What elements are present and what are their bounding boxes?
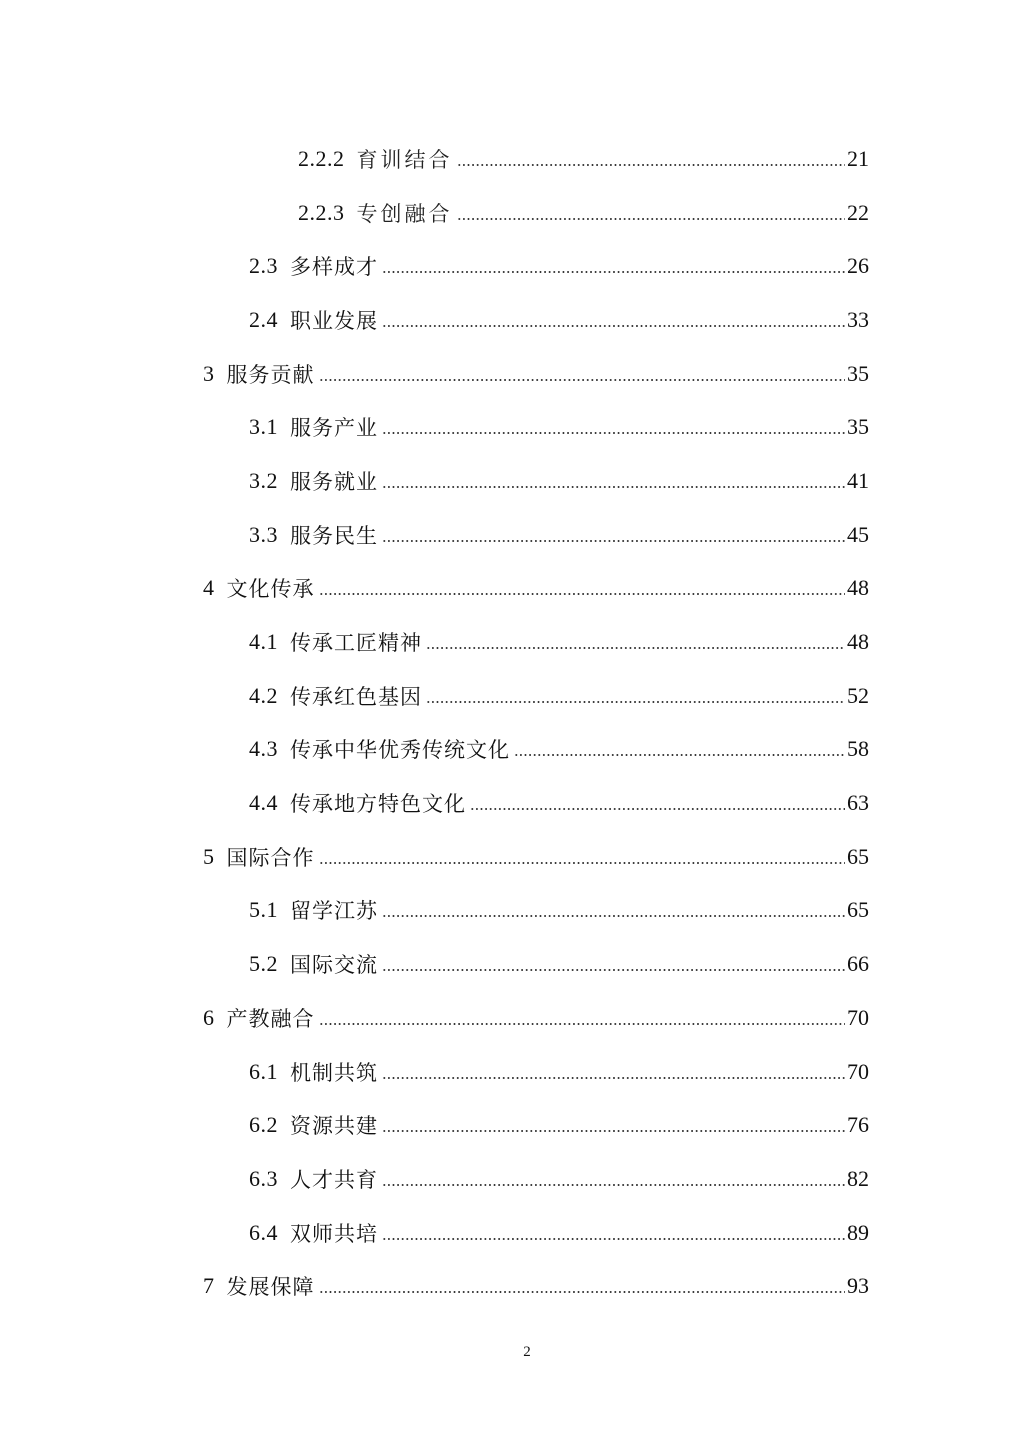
dot-leader: [319, 1291, 846, 1293]
toc-entry-title: 传承中华优秀传统文化: [290, 738, 510, 763]
toc-entry-page: 33: [847, 306, 869, 332]
toc-entry-title: 多样成才: [290, 255, 378, 280]
toc-entry-page: 26: [847, 253, 869, 279]
toc-entry-title: 专创融合: [356, 201, 453, 226]
toc-entry-number: 4.1: [249, 629, 278, 655]
dot-leader: [319, 593, 846, 595]
toc-entry[interactable]: [0, 615, 1024, 669]
toc-entry[interactable]: [0, 1206, 1024, 1260]
toc-entry-number: 7: [203, 1273, 215, 1299]
toc-entry-number: 2.2.2: [298, 145, 345, 171]
dot-leader: [382, 271, 845, 273]
toc-entry-number: 5.2: [249, 951, 278, 977]
toc-entry-page: 35: [847, 414, 869, 440]
toc-entry-title: 服务就业: [290, 469, 378, 494]
toc-entry-number: 3.2: [249, 467, 278, 493]
toc-entry-number: 6.2: [249, 1112, 278, 1138]
toc-entry[interactable]: [0, 400, 1024, 454]
toc-entry-title: 国际交流: [290, 953, 378, 978]
dot-leader: [382, 1077, 845, 1079]
toc-entry[interactable]: [0, 830, 1024, 884]
toc-entry-page: 82: [847, 1165, 869, 1191]
toc-entry[interactable]: [0, 723, 1024, 777]
toc-entry-title: 传承地方特色文化: [290, 792, 466, 817]
toc-entry[interactable]: [0, 186, 1024, 240]
toc-entry-page: 66: [847, 951, 869, 977]
toc-entry-number: 5.1: [249, 897, 278, 923]
toc-entry-number: 4: [203, 575, 215, 601]
toc-entry[interactable]: [0, 132, 1024, 186]
dot-leader: [470, 808, 845, 810]
toc-entry-page: 45: [847, 521, 869, 547]
toc-entry-title: 双师共培: [290, 1221, 378, 1246]
toc-entry[interactable]: [0, 1259, 1024, 1313]
toc-entry-number: 6.4: [249, 1219, 278, 1245]
toc-entry-page: 52: [847, 682, 869, 708]
toc-entry-title: 人才共育: [290, 1167, 378, 1192]
toc-entry-title: 机制共筑: [290, 1060, 378, 1085]
toc-entry-page: 89: [847, 1219, 869, 1245]
toc-entry-title: 服务贡献: [226, 362, 315, 387]
toc-entry-title: 留学江苏: [290, 899, 378, 924]
toc-entry[interactable]: [0, 884, 1024, 938]
toc-entry-number: 5: [203, 843, 215, 869]
dot-leader: [382, 486, 845, 488]
dot-leader: [457, 164, 846, 166]
toc-entry-page: 65: [847, 897, 869, 923]
toc-entry-title: 发展保障: [226, 1275, 315, 1300]
toc-entry[interactable]: [0, 508, 1024, 562]
dot-leader: [319, 1023, 846, 1025]
toc-entry[interactable]: [0, 454, 1024, 508]
toc-entry-page: 93: [847, 1273, 869, 1299]
toc-entry[interactable]: [0, 1098, 1024, 1152]
toc-entry-page: 65: [847, 843, 869, 869]
dot-leader: [382, 1184, 845, 1186]
toc-entry-number: 6.3: [249, 1165, 278, 1191]
dot-leader: [382, 915, 845, 917]
toc-entry[interactable]: [0, 347, 1024, 401]
dot-leader: [426, 647, 845, 649]
toc-entry[interactable]: [0, 239, 1024, 293]
toc-entry-title: 资源共建: [290, 1114, 378, 1139]
toc-entry-page: 48: [847, 575, 869, 601]
toc-entry-number: 3.1: [249, 414, 278, 440]
dot-leader: [382, 969, 845, 971]
toc-entry-number: 4.3: [249, 736, 278, 762]
toc-entry[interactable]: [0, 562, 1024, 616]
toc-entry-page: 76: [847, 1112, 869, 1138]
toc-entry-page: 70: [847, 1058, 869, 1084]
toc-entry-number: 6.1: [249, 1058, 278, 1084]
toc-entry-number: 3.3: [249, 521, 278, 547]
dot-leader: [382, 1130, 845, 1132]
toc-entry-page: 41: [847, 467, 869, 493]
dot-leader: [382, 1238, 845, 1240]
toc-entry[interactable]: [0, 1045, 1024, 1099]
page-number: 2: [523, 1344, 531, 1360]
toc-entry-number: 2.3: [249, 253, 278, 279]
toc-entry-title: 职业发展: [290, 308, 378, 333]
toc-entry[interactable]: [0, 991, 1024, 1045]
toc-entry-title: 文化传承: [226, 577, 315, 602]
toc-entry-number: 4.2: [249, 682, 278, 708]
toc-entry[interactable]: [0, 937, 1024, 991]
dot-leader: [457, 218, 846, 220]
dot-leader: [382, 432, 845, 434]
toc-entry-title: 传承工匠精神: [290, 631, 422, 656]
toc-entry[interactable]: [0, 669, 1024, 723]
dot-leader: [382, 540, 845, 542]
toc-entry-title: 产教融合: [226, 1006, 315, 1031]
toc-entry-title: 育训结合: [356, 147, 453, 172]
toc-entry-title: 传承红色基因: [290, 684, 422, 709]
dot-leader: [382, 325, 845, 327]
toc-entry-page: 21: [847, 145, 869, 171]
toc-entry-page: 22: [847, 199, 869, 225]
toc-entry[interactable]: [0, 1152, 1024, 1206]
toc-entry-number: 3: [203, 360, 215, 386]
dot-leader: [319, 379, 846, 381]
toc-entry-page: 35: [847, 360, 869, 386]
toc-entry-title: 国际合作: [226, 845, 315, 870]
toc-entry-page: 58: [847, 736, 869, 762]
toc-entry[interactable]: [0, 776, 1024, 830]
toc-entry[interactable]: [0, 293, 1024, 347]
dot-leader: [514, 754, 845, 756]
toc-entry-title: 服务民生: [290, 523, 378, 548]
toc-entry-title: 服务产业: [290, 416, 378, 441]
toc-entry-number: 2.2.3: [298, 199, 345, 225]
toc-entry-number: 4.4: [249, 790, 278, 816]
dot-leader: [319, 862, 846, 864]
toc-entry-page: 70: [847, 1004, 869, 1030]
toc-entry-page: 63: [847, 790, 869, 816]
toc-entry-page: 48: [847, 629, 869, 655]
toc-entry-number: 2.4: [249, 306, 278, 332]
table-of-contents: [0, 132, 1024, 1313]
dot-leader: [426, 701, 845, 703]
toc-entry-number: 6: [203, 1004, 215, 1030]
